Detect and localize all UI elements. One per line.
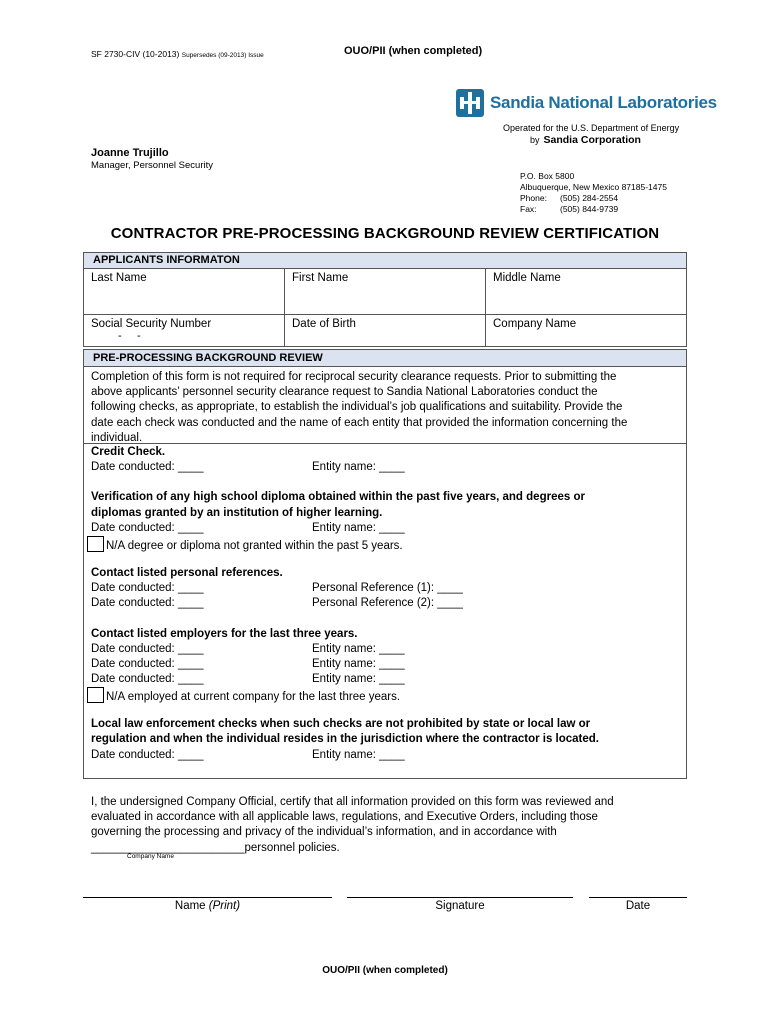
review-heading: PRE-PROCESSING BACKGROUND REVIEW [83, 349, 687, 367]
name-label: Name [174, 900, 206, 912]
employer3-entity-field[interactable]: Entity name: ____ [312, 673, 405, 686]
employers-na-row [87, 687, 686, 704]
first-name-label: First Name [292, 272, 349, 284]
ssn-label: Social Security Number [91, 318, 212, 330]
references-section [91, 566, 686, 612]
manager-name: Joanne Trujillo [91, 147, 169, 159]
references-title: Contact listed personal references. [91, 566, 283, 579]
operated-for: Operated for the U.S. Department of Energy [503, 123, 680, 133]
employers-title: Contact listed employers for the last three years. [91, 627, 358, 640]
intro-line: following checks, as appropriate, to establish the individual’s job qualifications and suitability. Provide the [91, 401, 623, 414]
intro-line: date each check was conducted and the name of each entity that provided the information concerning the [91, 416, 628, 429]
intro-line: above applicants’ personnel security clearance request to Sandia National Laboratories conduct the [91, 386, 598, 399]
phone-number: (505) 284-2554 [560, 193, 619, 203]
company-name-field[interactable] [485, 314, 687, 347]
company-name-blank[interactable]: ________________________ [91, 841, 245, 854]
reference-row-1 [91, 581, 686, 596]
ssn-format: - - [118, 330, 141, 342]
fax-label: Fax: [520, 204, 537, 214]
review-intro [83, 366, 687, 444]
form-title: CONTRACTOR PRE-PROCESSING BACKGROUND REVIEW CERTIFICATION [110, 225, 660, 242]
certification-line [91, 841, 691, 856]
certification-line: governing the processing and privacy of the individual’s information, and in accordance with [91, 826, 557, 839]
print-label: (Print) [208, 900, 241, 912]
reference-row-2 [91, 596, 686, 611]
verification-row [91, 521, 686, 536]
verification-na-checkbox[interactable] [87, 536, 104, 552]
credit-check-title: Credit Check. [91, 446, 166, 458]
middle-name-label: Middle Name [493, 272, 561, 284]
employers-na-checkbox[interactable] [87, 687, 104, 703]
verification-na-label: N/A degree or diploma not granted within the past 5 years. [106, 539, 403, 552]
first-name-field[interactable] [284, 268, 486, 315]
law-enforcement-title: Local law enforcement checks when such checks are not prohibited by state or local law or [91, 718, 591, 731]
verification-title: Verification of any high school diploma obtained within the past five years, and degrees or [91, 491, 585, 504]
fax-number: (505) 844-9739 [560, 204, 619, 214]
phone-label: Phone: [520, 193, 547, 203]
certification-line: evaluated in accordance with all applicable laws, regulations, and Executive Orders, including those [91, 811, 598, 824]
dob-field[interactable] [284, 314, 486, 347]
last-name-field[interactable] [83, 268, 285, 315]
logo-text: Sandia National Laboratories [490, 93, 717, 112]
employer2-date-field[interactable]: Date conducted: ____ [91, 657, 204, 670]
law-enforcement-title-cont: regulation and when the individual resides in the jurisdiction where the contractor is located. [91, 733, 600, 746]
applicants-heading: APPLICANTS INFORMATON [83, 252, 687, 269]
review-checks [83, 443, 687, 779]
ouo-top-label: OUO/PII (when completed) [344, 45, 483, 57]
reference2-date-field[interactable]: Date conducted: ____ [91, 597, 204, 610]
middle-name-field[interactable] [485, 268, 687, 315]
credit-entity-field[interactable]: Entity name: ____ [312, 461, 405, 474]
reference1-date-field[interactable]: Date conducted: ____ [91, 582, 204, 595]
verification-section [91, 490, 686, 553]
date-line[interactable] [589, 897, 687, 898]
employers-section [91, 627, 686, 705]
employer1-entity-field[interactable]: Entity name: ____ [312, 642, 405, 655]
date-label: Date [625, 900, 651, 912]
credit-date-field[interactable]: Date conducted: ____ [91, 461, 204, 474]
company-name-label: Company Name [493, 318, 577, 330]
company-name-caption: Company Name [127, 853, 174, 860]
verification-entity-field[interactable]: Entity name: ____ [312, 521, 405, 534]
employer-row-1 [91, 642, 686, 657]
law-date-field[interactable]: Date conducted: ____ [91, 748, 204, 761]
employer-row-3 [91, 672, 686, 687]
po-box: P.O. Box 5800 [520, 171, 575, 181]
certification-line: I, the undersigned Company Official, certify that all information provided on this form was reviewed and [91, 796, 614, 808]
form-id [91, 49, 264, 59]
operator-line [530, 134, 641, 146]
law-enforcement-row [91, 748, 686, 763]
employer2-entity-field[interactable]: Entity name: ____ [312, 657, 405, 670]
signature-line[interactable] [347, 897, 573, 898]
sandia-logo [455, 88, 717, 118]
reference1-field[interactable]: Personal Reference (1): ____ [312, 582, 463, 595]
credit-check-section [91, 445, 686, 475]
employers-na-label: N/A employed at current company for the last three years. [106, 691, 401, 704]
supersedes-note: Supersedes (09-2013) Issue [181, 52, 264, 59]
by-label: by [530, 135, 540, 145]
verification-date-field[interactable]: Date conducted: ____ [91, 521, 204, 534]
law-enforcement-section [91, 717, 686, 763]
verification-na-row [87, 536, 686, 553]
reference2-field[interactable]: Personal Reference (2): ____ [312, 597, 463, 610]
law-entity-field[interactable]: Entity name: ____ [312, 748, 405, 761]
phone-row [520, 193, 667, 204]
signature-label: Signature [435, 900, 485, 912]
form-number: SF 2730-CIV (10-2013) [91, 49, 180, 59]
employer1-date-field[interactable]: Date conducted: ____ [91, 642, 204, 655]
employer-row-2 [91, 657, 686, 672]
sandia-thunderbird-icon [455, 88, 485, 118]
employer3-date-field[interactable]: Date conducted: ____ [91, 673, 204, 686]
corporation-name: Sandia Corporation [543, 134, 641, 146]
address-block [520, 171, 667, 215]
last-name-label: Last Name [91, 272, 147, 284]
intro-line: individual. [91, 431, 143, 444]
certification-statement [91, 795, 691, 856]
city-line: Albuquerque, New Mexico 87185-1475 [520, 182, 667, 192]
ssn-field[interactable] [83, 314, 285, 347]
manager-title: Manager, Personnel Security [91, 160, 213, 171]
ouo-bottom-label: OUO/PII (when completed) [322, 965, 448, 976]
fax-row [520, 204, 667, 215]
name-print-line[interactable] [83, 897, 332, 898]
credit-row [91, 460, 686, 475]
intro-line: Completion of this form is not required for reciprocal security clearance requests. Prior to submitting the [91, 371, 617, 383]
dob-label: Date of Birth [292, 318, 356, 330]
name-print-label [83, 900, 332, 912]
certification-tail: personnel policies. [244, 841, 340, 854]
verification-title-cont: diplomas granted by an institution of higher learning. [91, 506, 383, 519]
